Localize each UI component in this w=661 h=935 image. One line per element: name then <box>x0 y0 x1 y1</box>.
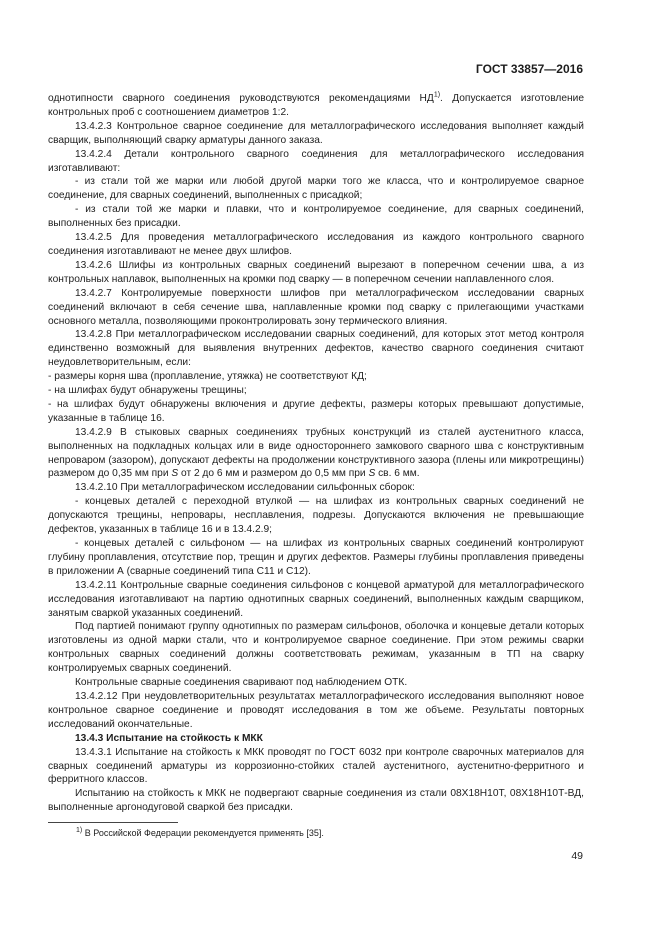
paragraph-text: . Допускается изготовление контрольных проб с соотношением диаметров 1:2. <box>48 93 584 118</box>
list-item: - концевых деталей с переходной втулкой — на шлифах из контрольных сварных соединений не допускаются трещины, непровары, несплавления, подрезы. Допускаются включения не превышающие дефектов, указанных в таблице 16 и в 13.4.2.9; <box>48 496 584 536</box>
footnote-reference: 1) <box>433 91 441 99</box>
paragraph-text: 13.4.2.9 В стыковых сварных соединениях трубных конструкций из сталей аустенитного класса, выполненных на подкладных кольцах или в виде одностороннего замкового сварного шва с конструктивным непроваром (зазором), допускают дефекты на продолжении конструктивного зазора (плены или микротрещины) размером до 0,35 мм при <box>48 426 584 480</box>
document-body <box>48 92 584 815</box>
standard-designation: ГОСТ 33857—2016 <box>475 62 583 76</box>
paragraph: 13.4.2.3 Контрольное сварное соединение для металлографического исследования выполняет каждый сварщик, выполняющий сварку арматуры данного заказа. <box>48 120 584 146</box>
footnote-text: В Российской Федерации рекомендуется применять [35]. <box>84 828 324 838</box>
paragraph: 13.4.2.7 Контролируемые поверхности шлифов при металлографическом исследовании сварных соединений включают в себя сечение шва, наплавленные кромки под сварку с прилегающими участками основного металла, позволяющими проконтролировать зону термического влияния. <box>48 287 584 327</box>
paragraph <box>48 92 584 120</box>
list-item: - из стали той же марки или любой другой марки того же класса, что и контролируемое сварное соединение, для сварных соединений, выполненных с присадкой; <box>48 176 584 202</box>
paragraph: Контрольные сварные соединения сваривают под наблюдением ОТК. <box>75 677 408 689</box>
footnote-divider <box>48 822 178 823</box>
list-item: - на шлифах будут обнаружены трещины; <box>48 385 247 397</box>
paragraph: 13.4.2.12 При неудовлетворительных результатах металлографического исследования выполняют новое контрольное сварное соединение и проводят исследования в том же объеме. Результаты повторных исследований окончательные. <box>48 690 584 730</box>
paragraph: 13.4.3.1 Испытание на стойкость к МКК проводят по ГОСТ 6032 при контроле сварочных материалов для сварных соединений арматуры из коррозионно-стойких сталей аустенитного, аустенитно-ферритного и ферритного классов. <box>48 746 584 786</box>
list-item: - концевых деталей с сильфоном — на шлифах из контрольных сварных соединений контролируют глубину проплавления, отсутствие пор, трещин и других дефектов. Размеры глубины проплавления приведены в приложении А (сварные соединений типа С11 и С12). <box>48 538 584 577</box>
paragraph-text: св. 6 мм. <box>375 468 420 480</box>
paragraph: 13.4.2.10 При металлографическом исследовании сильфонных сборок: <box>75 482 415 494</box>
paragraph: 13.4.2.4 Детали контрольного сварного соединения для металлографического исследования изготавливают: <box>48 148 584 174</box>
paragraph: Под партией понимают группу однотипных по размерам сильфонов, оболочка и концевые детали которых изготовлены из одной марки стали, что и контролируемое сварное соединение. При этом режимы сварки контрольных сварных соединений должны соответствовать режимам, указанным в ТП на сварку контролируемых сварных соединений. <box>48 621 584 675</box>
page-number: 49 <box>571 850 583 862</box>
section-heading: 13.4.3 Испытание на стойкость к МКК <box>75 732 263 744</box>
paragraph-text: однотипности сварного соединения руководствуются рекомендациями НД <box>48 93 434 104</box>
paragraph: 13.4.2.5 Для проведения металлографического исследования из каждого контрольного сварного соединения изготавливают не менее двух шлифов. <box>48 232 584 257</box>
footnote <box>76 828 324 838</box>
list-item: - размеры корня шва (проплавление, утяжка) не соответствуют КД; <box>48 371 367 383</box>
list-item: - из стали той же марки и плавки, что и контролируемое соединение, для сварных соединений, выполненных без присадки. <box>48 204 584 230</box>
thickness-symbol: S <box>368 468 376 480</box>
list-item: - на шлифах будут обнаружены включения и другие дефекты, размеры которых превышают допустимые, указанные в таблице 16. <box>48 398 584 424</box>
paragraph: 13.4.2.11 Контрольные сварные соединения сильфонов с концевой арматурой для металлографического исследования изготавливают на партию однотипных сварных соединений, выполненных каждым сварщиком, занятым сваркой указанных соединений. <box>48 579 584 619</box>
paragraph: Испытанию на стойкость к МКК не подвергают сварные соединения из стали 08Х18Н10Т, 08Х18Н10Т-ВД, выполненные аргонодуговой сваркой без присадки. <box>48 788 584 814</box>
paragraph: 13.4.2.6 Шлифы из контрольных сварных соединений вырезают в поперечном сечении шва, а из контрольных наплавок, выполненных на кромки под сварку — в поперечном сечении наплавленного слоя. <box>48 259 584 285</box>
footnote-mark: 1) <box>76 827 83 834</box>
paragraph <box>48 426 584 482</box>
thickness-symbol: S <box>171 468 179 480</box>
paragraph-text: от 2 до 6 мм и размером до 0,5 мм при <box>178 468 369 480</box>
paragraph: 13.4.2.8 При металлографическом исследовании сварных соединений, для которых этот метод контроля единственно возможный для выявления внутренних дефектов, качество сварного соединения считают неудовлетворительным, если: <box>48 329 584 369</box>
